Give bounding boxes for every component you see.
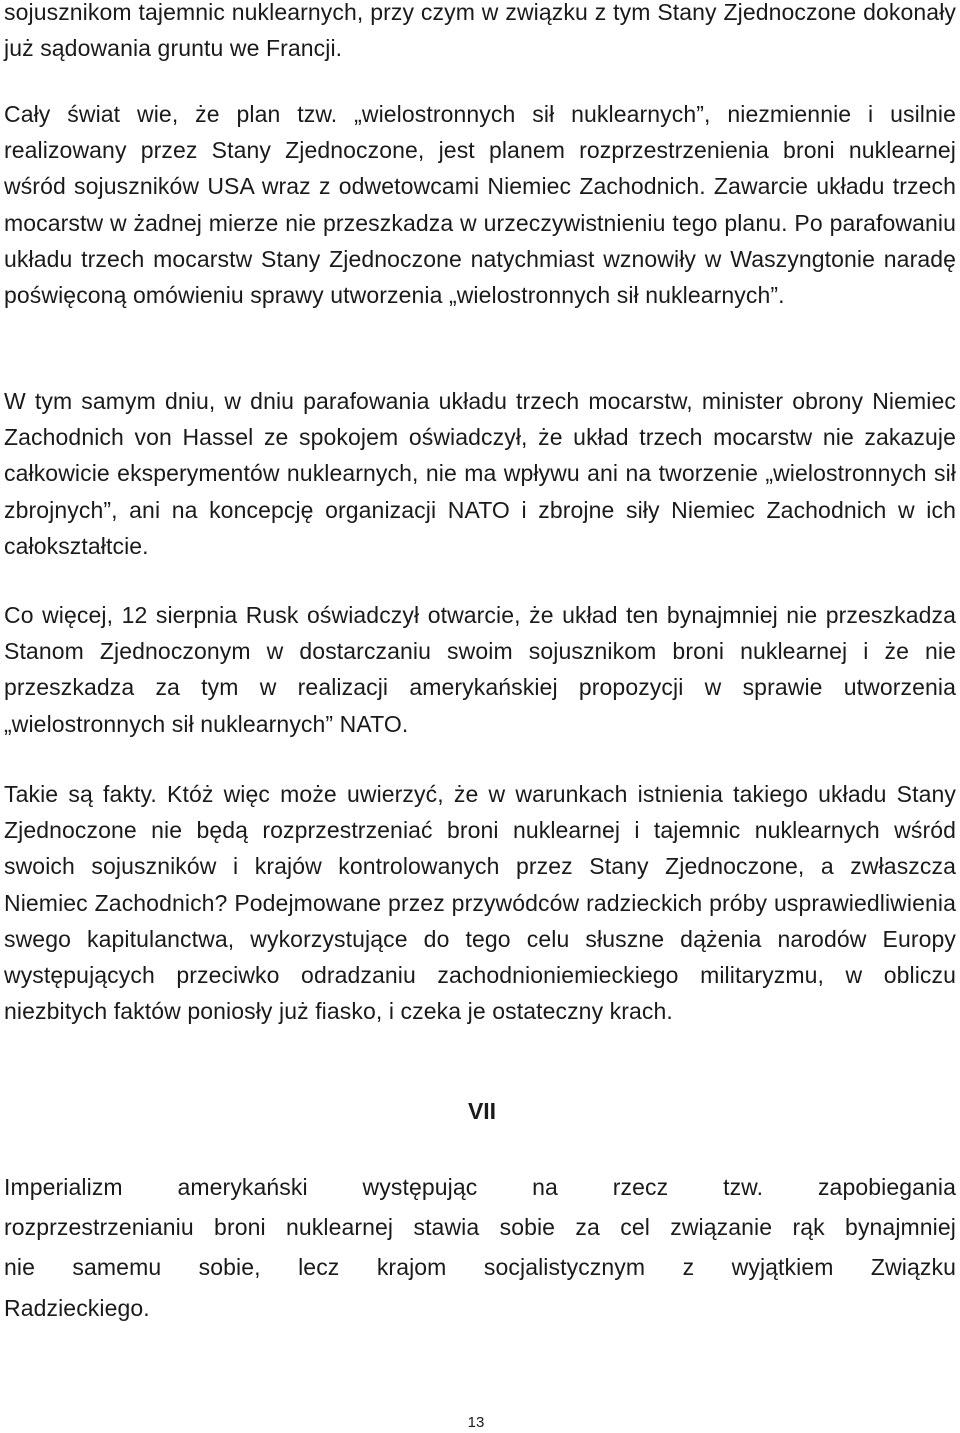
paragraph-1: sojusznikom tajemnic nuklearnych, przy czym w związku z tym Stany Zjednoczone dokonały już sądowania gruntu we Francji.	[4, 0, 956, 62]
chapter-heading-text: VII	[467, 1098, 497, 1124]
paragraph-6-line-4: Radzieckiego.	[4, 1294, 150, 1321]
chapter-heading	[4, 1098, 956, 1125]
paragraph-5: Takie są fakty. Któż więc może uwierzyć, że w warunkach istnienia takiego układu Stany Zjednoczone nie będą rozprzestrzeniać broni nuklearnej i tajemnic nuklearnych wśród swoich sojuszników i krajów kontrolowanych przez Stany Zjednoczone, a zwłaszcza Niemiec Zachodnich? Podejmowane przez przywódców radzieckich próby usprawiedliwienia swego kapitulanctwa, wykorzystujące do tego celu słuszne dążenia narodów Europy występujących przeciwko odradzaniu zachodnioniemieckiego militaryzmu, w obliczu niezbitych faktów poniosły już fiasko, i czeka je ostateczny krach.	[4, 781, 956, 1025]
paragraph-6-line-2: rozprzestrzenianiu broni nuklearnej stawia sobie za cel związanie rąk bynajmniej	[4, 1214, 956, 1241]
page-number: 13	[467, 1414, 485, 1431]
paragraph-4: Co więcej, 12 sierpnia Rusk oświadczył otwarcie, że układ ten bynajmniej nie przeszkadza Stanom Zjednoczonym w dostarczaniu swoim sojusznikom broni nuklearnej i że nie przeszkadza za tym w realizacji amerykańskiej propozycji w sprawie utworzenia „wielostronnych sił nuklearnych” NATO.	[4, 602, 956, 737]
paragraph-6	[4, 1169, 956, 1326]
paragraph-6-line-3: nie samemu sobie, lecz krajom socjalistycznym z wyjątkiem Związku	[4, 1254, 956, 1281]
paragraph-2: Cały świat wie, że plan tzw. „wielostronnych sił nuklearnych”, niezmiennie i usilnie realizowany przez Stany Zjednoczone, jest planem rozprzestrzenienia broni nuklearnej wśród sojuszników USA wraz z odwetowcami Niemiec Zachodnich. Zawarcie układu trzech mocarstw w żadnej mierze nie przeszkadza w urzeczywistnieniu tego planu. Po parafowaniu układu trzech mocarstw Stany Zjednoczone natychmiast wznowiły w Waszyngtonie naradę poświęconą omówieniu sprawy utworzenia „wielostronnych sił nuklearnych”.	[4, 101, 956, 309]
paragraph-3: W tym samym dniu, w dniu parafowania układu trzech mocarstw, minister obrony Niemiec Zachodnich von Hassel ze spokojem oświadczył, że układ trzech mocarstw nie zakazuje całkowicie eksperymentów nuklearnych, nie ma wpływu ani na tworzenie „wielostronnych sił zbrojnych”, ani na koncepcję organizacji NATO i zbrojne siły Niemiec Zachodnich w ich całokształtcie.	[4, 388, 956, 559]
paragraph-6-line-1: Imperializm amerykański występując na rzecz tzw. zapobiegania	[4, 1174, 956, 1200]
